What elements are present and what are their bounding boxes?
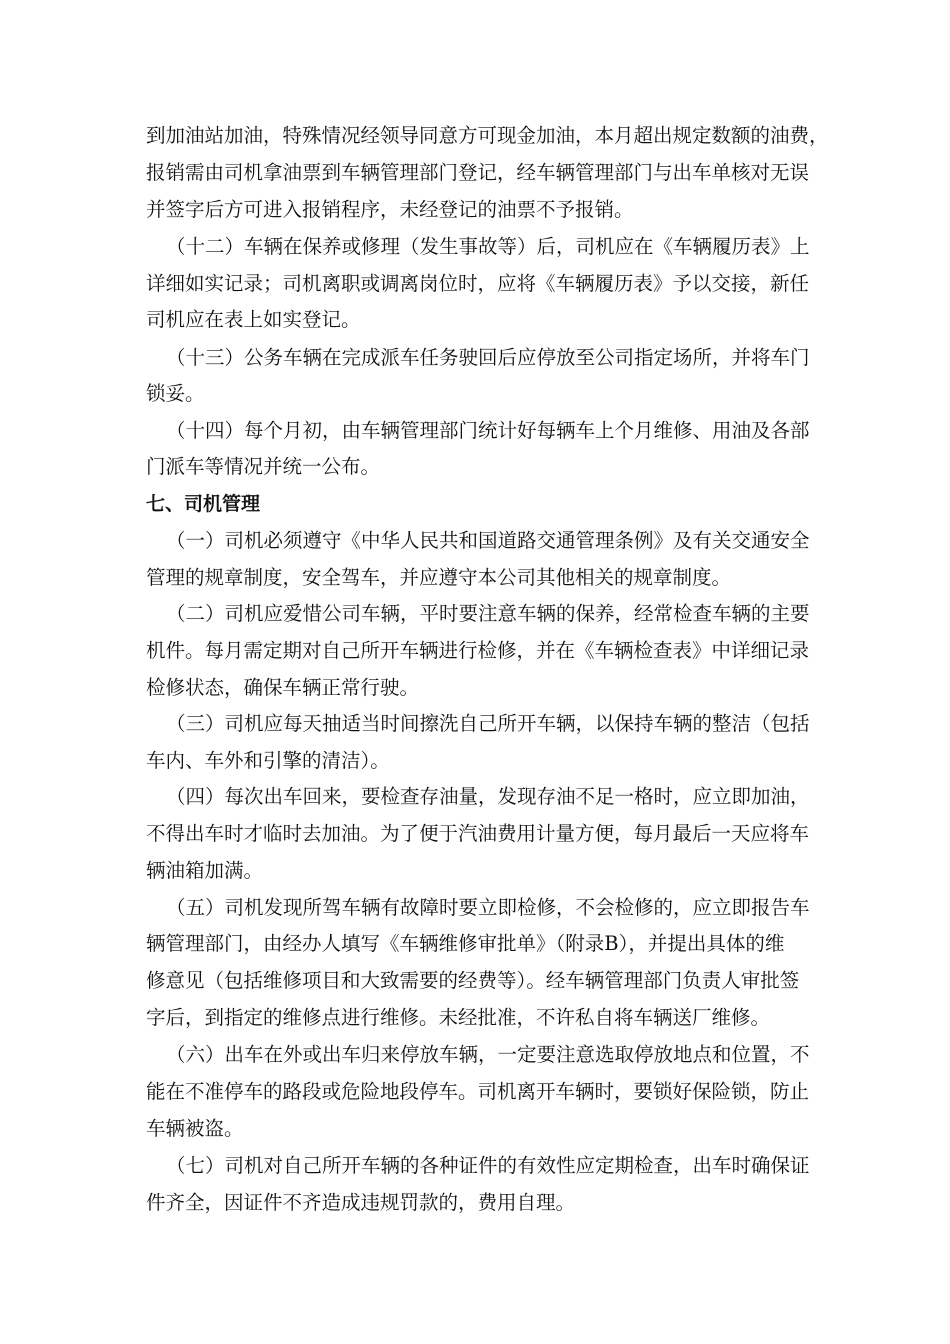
paragraph-line: 车内、车外和引擎的清洁）。 — [146, 749, 390, 772]
paragraph-line: （六）出车在外或出车归来停放车辆，一定要注意选取停放地点和位置，不 — [166, 1043, 810, 1066]
paragraph-line: 件齐全，因证件不齐造成违规罚款的，费用自理。 — [146, 1191, 576, 1214]
paragraph-line: （五）司机发现所驾车辆有故障时要立即检修，不会检修的，应立即报告车 — [166, 896, 810, 919]
paragraph-line: 并签字后方可进入报销程序，未经登记的油票不予报销。 — [146, 198, 634, 221]
paragraph-line: 机件。每月需定期对自己所开车辆进行检修，并在《车辆检查表》中详细记录 — [146, 639, 810, 662]
paragraph-line: （七）司机对自己所开车辆的各种证件的有效性应定期检查，出车时确保证 — [166, 1154, 810, 1177]
paragraph-line: 管理的规章制度，安全驾车，并应遵守本公司其他相关的规章制度。 — [146, 566, 732, 589]
paragraph-line: 车辆被盗。 — [146, 1117, 244, 1140]
paragraph-line: （十三）公务车辆在完成派车任务驶回后应停放至公司指定场所，并将车门 — [166, 346, 810, 369]
paragraph-line: 能在不准停车的路段或危险地段停车。司机离开车辆时，要锁好保险锁，防止 — [146, 1080, 810, 1103]
paragraph-line: （十四）每个月初，由车辆管理部门统计好每辆车上个月维修、用油及各部 — [166, 419, 810, 442]
paragraph-line: 辆管理部门，由经办人填写《车辆维修审批单》（附录B），并提出具体的维 — [146, 932, 785, 955]
section-heading: 七、司机管理 — [146, 493, 261, 515]
paragraph-line: 门派车等情况并统一公布。 — [146, 455, 381, 478]
paragraph-line: 字后，到指定的维修点进行维修。未经批准，不许私自将车辆送厂维修。 — [146, 1006, 771, 1029]
paragraph-line: 到加油站加油，特殊情况经领导同意方可现金加油，本月超出规定数额的油费， — [146, 124, 829, 147]
paragraph-line: 司机应在表上如实登记。 — [146, 308, 361, 331]
paragraph-line: 辆油箱加满。 — [146, 859, 264, 882]
paragraph-line: （四）每次出车回来，要检查存油量，发现存油不足一格时，应立即加油， — [166, 785, 810, 808]
paragraph-line: 修意见（包括维修项目和大致需要的经费等）。经车辆管理部门负责人审批签 — [146, 969, 800, 992]
paragraph-line: 报销需由司机拿油票到车辆管理部门登记，经车辆管理部门与出车单核对无误 — [146, 161, 810, 184]
paragraph-line: （十二）车辆在保养或修理（发生事故等）后，司机应在《车辆履历表》上 — [166, 235, 810, 258]
paragraph-line: （二）司机应爱惜公司车辆，平时要注意车辆的保养，经常检查车辆的主要 — [166, 602, 810, 625]
paragraph-line: （一）司机必须遵守《中华人民共和国道路交通管理条例》及有关交通安全 — [166, 529, 810, 552]
paragraph-line: 详细如实记录；司机离职或调离岗位时，应将《车辆履历表》予以交接，新任 — [146, 272, 810, 295]
paragraph-line: 锁妥。 — [146, 382, 205, 405]
paragraph-line: 不得出车时才临时去加油。为了便于汽油费用计量方便，每月最后一天应将车 — [146, 822, 810, 845]
paragraph-line: （三）司机应每天抽适当时间擦洗自己所开车辆，以保持车辆的整洁（包括 — [166, 712, 810, 735]
paragraph-line: 检修状态，确保车辆正常行驶。 — [146, 676, 420, 699]
